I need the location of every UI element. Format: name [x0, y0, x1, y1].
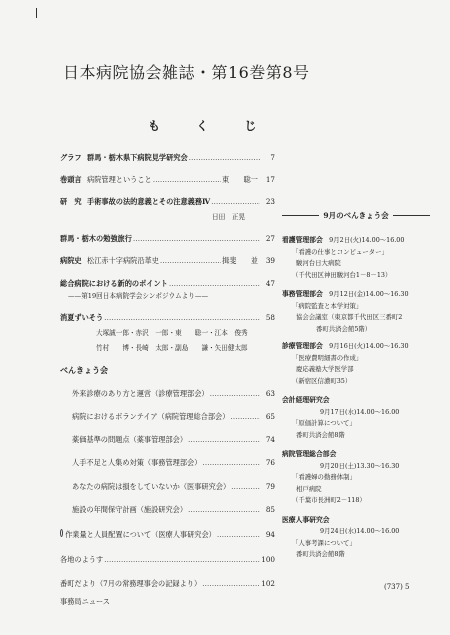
toc-title: 施設の年間保守計画（施設研究会） [72, 504, 188, 514]
event-detail: （千葉市長洲町2－118） [292, 496, 366, 504]
event-detail: 番町共済会館8階 [296, 430, 345, 439]
toc-page: 17 [265, 175, 275, 185]
toc-row[interactable] [60, 506, 275, 513]
event-detail: 相戸病院 [296, 484, 322, 493]
toc-leader [211, 198, 260, 205]
toc-page: 102 [261, 579, 275, 589]
event-date: 9月24日(水)14.00〜16.00 [320, 527, 400, 535]
toc-title: 病院管理ということ [87, 175, 152, 185]
toc-author: 日田 正晃 [212, 212, 245, 221]
toc-row[interactable] [60, 598, 275, 605]
toc-leader [210, 390, 260, 397]
contents-heading: も く じ [148, 119, 273, 133]
event-org: 会計経理研究会 [282, 396, 330, 404]
toc-title: 薬価基準の問題点（薬事管理部会） [72, 435, 188, 445]
event-detail: 慶応義塾大学医学部 [296, 365, 354, 373]
table-of-contents [60, 148, 275, 605]
toc-leader [160, 257, 221, 264]
event-detail: （新宿区信濃町35） [292, 376, 352, 385]
toc-page: 85 [265, 504, 275, 514]
toc-row[interactable] [60, 436, 275, 443]
toc-leader [133, 235, 260, 242]
toc-page: 27 [265, 234, 275, 244]
toc-row[interactable] [60, 154, 275, 161]
toc-title: 作業量と人員配置について（医療人事研究会） [65, 530, 216, 540]
toc-leader [188, 506, 260, 513]
event-detail: 「看護婦の勤務体制」 [292, 473, 356, 481]
toc-title: 外来診療のあり方と運営（診療管理部会） [72, 388, 209, 398]
toc-page: 65 [265, 412, 275, 421]
toc-title: あなたの病院は損をしていないか（医事研究会） [72, 481, 231, 491]
toc-leader [188, 436, 260, 443]
toc-row[interactable] [60, 529, 275, 538]
toc-row[interactable] [60, 556, 275, 563]
toc-row[interactable] [60, 257, 275, 264]
margin-mark [36, 8, 37, 18]
toc-category: 研 究 [60, 197, 82, 207]
toc-page: 58 [265, 313, 275, 323]
toc-category: グラフ [60, 153, 82, 162]
divider [282, 215, 319, 216]
toc-title: 人手不足と人集め対策（事務管理部会） [72, 458, 202, 468]
toc-leader [217, 531, 260, 538]
section-heading: べんきょう会 [60, 364, 108, 375]
toc-note: ——第19回日本病院学会シンポジウムより—— [68, 291, 209, 300]
toc-title: 病院におけるボランテイア（病院管理総合部会） [72, 412, 230, 421]
page-number: (737) 5 [384, 583, 410, 591]
toc-author: 揖斐 並 [222, 256, 258, 266]
toc-page: 76 [265, 458, 275, 468]
event-org: 看護管理部会 [282, 236, 323, 244]
toc-category: 巻頭言 [60, 175, 82, 185]
toc-title: 番町だより（7月の常務理事会の記録より） [60, 579, 202, 589]
event-date: 9月16日(火)14.00〜16.30 [329, 342, 409, 350]
toc-leader [104, 556, 260, 563]
toc-row[interactable] [60, 483, 275, 490]
toc-category: 病院史 [60, 256, 82, 266]
event-org: 事務管理部会 [282, 290, 323, 298]
schedule-event [282, 289, 430, 335]
journal-title: 日本病院協会雑誌・第16巻第8号 [63, 63, 310, 82]
toc-title: 消夏ずいそう [60, 313, 104, 323]
circle-mark-icon [60, 529, 63, 537]
toc-page: 100 [261, 555, 275, 565]
toc-page: 63 [265, 388, 275, 398]
toc-row[interactable] [60, 580, 275, 587]
toc-page: 74 [265, 435, 275, 445]
schedule-heading [282, 210, 430, 221]
toc-row[interactable] [60, 413, 275, 420]
toc-title: 群馬・栃木の勉強旅行 [60, 234, 132, 244]
schedule-event [282, 515, 430, 561]
toc-leader [231, 483, 260, 490]
toc-page: 23 [265, 197, 275, 207]
toc-title: 総合病院における新的のポイント [60, 278, 168, 288]
event-detail: 協会会議室（東京都千代田区三番町2 [296, 313, 403, 321]
event-detail: 番町共済会館8階 [296, 550, 345, 558]
divider [393, 215, 430, 216]
event-detail: （千代田区神田駿河台1－8－13） [292, 270, 392, 279]
toc-leader [153, 176, 221, 183]
toc-title: 群馬・栃木県下病院見学研究会 [87, 153, 188, 162]
toc-leader [202, 580, 260, 587]
event-detail: 「看護の仕事とコンピューター」 [292, 247, 388, 256]
toc-title: 各地のようす [60, 555, 104, 565]
event-detail: 「病院監査と本学対策」 [292, 301, 363, 310]
monthly-schedule [282, 210, 430, 561]
toc-row[interactable] [60, 459, 275, 466]
event-detail: 「医療費明細書の作成」 [292, 353, 363, 362]
event-detail: 駿河台日大病院 [296, 259, 341, 267]
toc-row[interactable] [60, 198, 275, 205]
event-date: 9月12日(金)14.00〜16.30 [329, 290, 409, 298]
toc-leader [104, 314, 260, 321]
schedule-event [282, 395, 430, 441]
toc-authors: 大塚誠一郎・赤沢 一郎・東 聡一・江本 俊秀 [96, 328, 248, 337]
toc-page: 39 [265, 256, 275, 266]
schedule-event [282, 341, 430, 387]
event-date: 9月20日(土)13.30〜16.30 [320, 461, 400, 470]
toc-author: 東 聡一 [222, 175, 258, 185]
toc-page: 47 [265, 278, 275, 288]
schedule-event [282, 449, 430, 507]
toc-leader [230, 413, 260, 420]
toc-page: 7 [270, 153, 275, 162]
toc-leader [169, 280, 260, 287]
event-org: 病院管理総合部会 [282, 450, 337, 458]
toc-row[interactable] [60, 390, 275, 397]
schedule-title: 9月のべんきょう会 [323, 211, 389, 220]
toc-authors: 竹村 博・長崎 太郎・副島 謙・矢田健太郎 [96, 344, 248, 353]
event-detail: 「人事考課について」 [292, 538, 356, 547]
event-date: 9月17日(水)14.00〜16.00 [320, 407, 400, 416]
toc-row[interactable] [60, 314, 275, 321]
toc-row[interactable] [60, 235, 275, 242]
event-date: 9月2日(火)14.00〜16.00 [329, 236, 405, 244]
toc-title: 松江赤十字病院沿革史 [87, 256, 159, 266]
toc-row[interactable] [60, 280, 275, 287]
event-detail: 番町共済会館5階） [316, 324, 372, 333]
event-detail: 「原価計算について」 [292, 419, 356, 427]
event-org: 診療管理部会 [282, 342, 323, 350]
toc-leader [189, 154, 260, 161]
toc-leader [202, 459, 260, 466]
toc-page: 79 [265, 481, 275, 491]
toc-title: 手術事故の法的意義とその注意義務Ⅳ [87, 197, 211, 207]
toc-title: 事務局ニュース [60, 596, 110, 606]
toc-page: 94 [265, 530, 275, 540]
event-org: 医療人事研究会 [282, 515, 330, 524]
schedule-event [282, 235, 430, 281]
toc-row[interactable] [60, 176, 275, 183]
